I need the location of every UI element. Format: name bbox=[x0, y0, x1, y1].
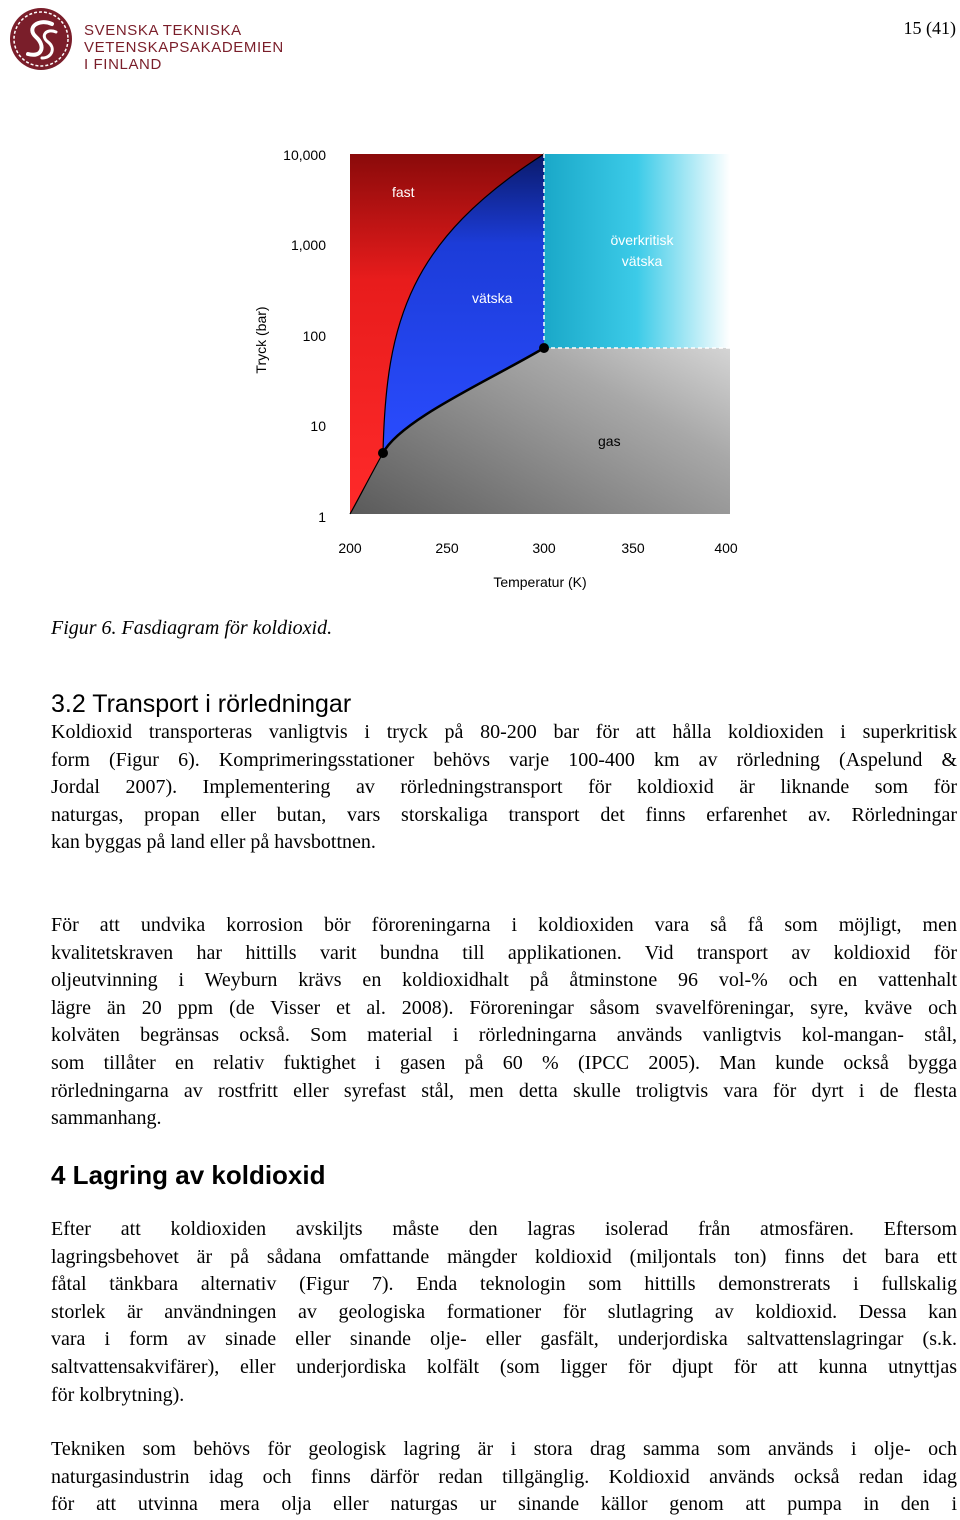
paragraph-line: lägre än 20 ppm (de Visser et al. 2008). Föroreningar såsom svavelföreningar, syre, kväve och bbox=[51, 996, 957, 1019]
academy-seal-logo bbox=[8, 6, 74, 72]
paragraph bbox=[51, 1436, 957, 1519]
paragraph-line: Efter att koldioxiden avskiljts måste den lagras isolerad från atmosfären. Eftersom bbox=[51, 1218, 957, 1240]
paragraph-line: naturgas, propan eller butan, vars storskaliga transport det finns erfarenhet av. Rörledningar bbox=[51, 803, 957, 826]
section-heading: 3.2 Transport i rörledningar bbox=[51, 690, 352, 718]
paragraph-line: rörledningarna av rostfritt eller syrefast stål, men detta skulle troligtvis vara för dyrt i de flesta bbox=[51, 1079, 957, 1102]
paragraph-line: form (Figur 6). Komprimeringsstationer behövs varje 100-400 km av rörledning (Aspelund & bbox=[51, 748, 957, 771]
org-line: I FINLAND bbox=[84, 56, 162, 73]
org-line: SVENSKA TEKNISKA bbox=[84, 22, 242, 39]
paragraph-line: fåtal tänkbara alternativ (Figur 7). Enda teknologin som hittills demonstrerats i fullskalig bbox=[51, 1273, 957, 1296]
x-tick-label: 400 bbox=[714, 540, 738, 556]
x-tick-label: 200 bbox=[338, 540, 362, 556]
paragraph-line: naturgasindustrin idag och finns därför redan tillgänglig. Koldioxid används också redan idag bbox=[51, 1465, 957, 1488]
y-tick-label: 1 bbox=[318, 509, 326, 525]
paragraph-line: för att utvinna mera olja eller naturgas ur sinande källor genom att pumpa in den i bbox=[51, 1493, 957, 1516]
organization-name bbox=[84, 22, 284, 73]
gas-region-label: gas bbox=[598, 433, 621, 449]
x-tick-label: 250 bbox=[435, 540, 459, 556]
x-tick-label: 350 bbox=[621, 540, 645, 556]
chapter-heading: 4 Lagring av koldioxid bbox=[51, 1160, 326, 1190]
supercritical-region-label: överkritisk bbox=[610, 232, 674, 248]
paragraph-line: som tillåter en relativ fuktighet i gasen på 60 % (IPCC 2005). Man kunde också bygga bbox=[51, 1051, 957, 1074]
supercritical-region-label: vätska bbox=[621, 253, 663, 269]
paragraph-line: kolväten begränsas också. Som material i rörledningarna används vanligtvis kol-mangan- stål, bbox=[51, 1024, 957, 1047]
critical-point bbox=[539, 343, 549, 353]
paragraph bbox=[51, 719, 957, 857]
triple-point bbox=[378, 448, 388, 458]
paragraph-line: vara i form av sinade eller sinande olje- eller gasfält, underjordiska saltvattenslagringar (s.k. bbox=[51, 1328, 957, 1351]
paragraph-line: kvalitetskraven har hittills varit bundna till applikationen. Vid transport av koldioxid för bbox=[51, 941, 957, 964]
supercritical-region bbox=[544, 154, 730, 348]
paragraph-line: Tekniken som behövs för geologisk lagring är i stora drag samma som används i olje- och bbox=[51, 1438, 957, 1460]
phase-diagram bbox=[240, 140, 760, 600]
solid-region-label: fast bbox=[392, 184, 415, 200]
y-tick-label: 1,000 bbox=[290, 237, 326, 253]
x-axis-label: Temperatur (K) bbox=[493, 574, 587, 590]
y-axis-label: Tryck (bar) bbox=[253, 306, 269, 374]
paragraph-line: saltvattensakvifärer), eller underjordiska kolfält (som ligger för djupt för att kunna utnyttjas bbox=[51, 1355, 957, 1378]
paragraph-line: för kolbrytning). bbox=[51, 1383, 185, 1406]
y-tick-label: 10,000 bbox=[283, 147, 326, 163]
paragraph-line: storlek är användningen av geologiska formationer för slutlagring av koldioxid. Dessa kan bbox=[51, 1300, 957, 1323]
paragraph bbox=[51, 912, 957, 1133]
paragraph-line: För att undvika korrosion bör föroreningarna i koldioxiden vara så få som möjligt, men bbox=[51, 914, 957, 936]
paragraph-line: Jordal 2007). Implementering av rörledningstransport för koldioxid är liknande som för bbox=[51, 776, 957, 799]
paragraph-line: kan byggas på land eller på havsbottnen. bbox=[51, 831, 376, 854]
paragraph-line: sammanhang. bbox=[51, 1107, 162, 1130]
page-number: 15 (41) bbox=[903, 18, 956, 38]
paragraph-line: oljeutvinning i Weyburn krävs en koldioxidhalt på åtminstone 96 vol-% och en vattenhalt bbox=[51, 969, 957, 992]
y-tick-label: 100 bbox=[302, 328, 326, 344]
y-tick-label: 10 bbox=[310, 418, 326, 434]
liquid-region-label: vätska bbox=[472, 290, 513, 306]
paragraph bbox=[51, 1216, 957, 1409]
x-tick-label: 300 bbox=[532, 540, 556, 556]
org-line: VETENSKAPSAKADEMIEN bbox=[84, 39, 284, 56]
paragraph-line: Koldioxid transporteras vanligtvis i tryck på 80-200 bar för att hålla koldioxiden i superkritisk bbox=[51, 721, 957, 743]
paragraph-line: lagringsbehovet är på sådana omfattande mängder koldioxid (miljontals ton) finns det bara ett bbox=[51, 1245, 957, 1268]
figure-caption: Figur 6. Fasdiagram för koldioxid. bbox=[51, 617, 333, 639]
